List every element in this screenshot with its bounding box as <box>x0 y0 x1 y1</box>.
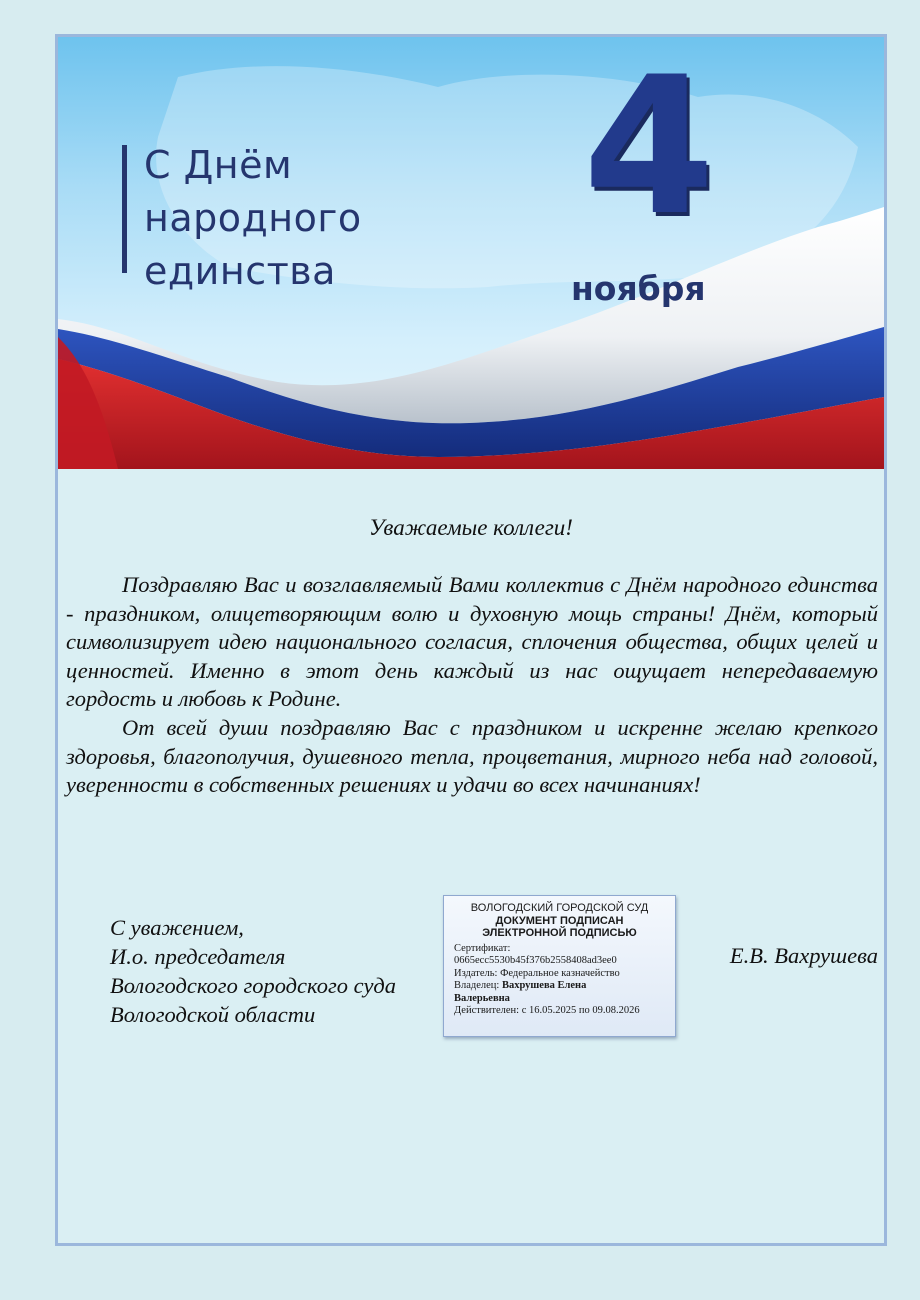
letter-closing <box>110 913 396 1029</box>
banner-title <box>144 139 362 298</box>
title-accent-bar <box>122 145 127 273</box>
letter-greeting: Уважаемые коллеги! <box>369 515 573 540</box>
stamp-cert-label: Сертификат: <box>454 942 511 954</box>
document-frame <box>55 34 887 1246</box>
letter-body <box>66 571 878 800</box>
banner-day-number: 4 <box>582 37 716 257</box>
banner-title-line: единства <box>144 249 336 293</box>
letter-paragraph: Поздравляю Вас и возглавляемый Вами коллектив с Днём народного единства - праздником, олицетворяющим волю и духовную мощь страны! Днём, который символизирует идею национального согласия, сплочения общества, общих целей и ценностей. Именно в этот день каждый из нас ощущает непередаваемую гордость и любовь к Родине. <box>66 572 878 712</box>
stamp-owner-label: Владелец: <box>454 980 500 991</box>
stamp-validity: Действителен: с 16.05.2025 по 09.08.2026 <box>454 1005 640 1016</box>
holiday-banner <box>58 37 884 469</box>
stamp-org: ВОЛОГОДСКИЙ ГОРОДСКОЙ СУД <box>470 902 649 914</box>
stamp-cert-value: 0665ecc5530b45f376b2558408ad3ee0 <box>454 955 617 966</box>
letter-paragraph: От всей души поздравляю Вас с праздником и искренне желаю крепкого здоровья, благополучия, душевного тепла, процветания, мирного неба над головой, уверенности в собственных решениях и удачи во всех начинаниях! <box>66 714 878 798</box>
closing-line: С уважением, <box>110 915 244 940</box>
banner-title-line: народного <box>144 196 362 240</box>
stamp-owner <box>454 980 665 993</box>
closing-line: Вологодской области <box>110 1002 316 1027</box>
signer-name: Е.В. Вахрушева <box>729 943 878 968</box>
closing-line: Вологодского городского суда <box>110 973 396 998</box>
stamp-status-line: ЭЛЕКТРОННОЙ ПОДПИСЬЮ <box>482 927 637 939</box>
closing-line: И.о. председателя <box>110 944 286 969</box>
stamp-owner-name-2: Валерьевна <box>454 992 510 1004</box>
stamp-owner-name: Вахрушева Елена <box>501 980 587 991</box>
banner-month: ноября <box>571 269 706 308</box>
e-signature-stamp <box>443 895 676 1037</box>
banner-title-line: С Днём <box>144 143 293 187</box>
stamp-status-line: ДОКУМЕНТ ПОДПИСАН <box>495 914 624 927</box>
stamp-issuer: Издатель: Федеральное казначейство <box>454 967 620 979</box>
